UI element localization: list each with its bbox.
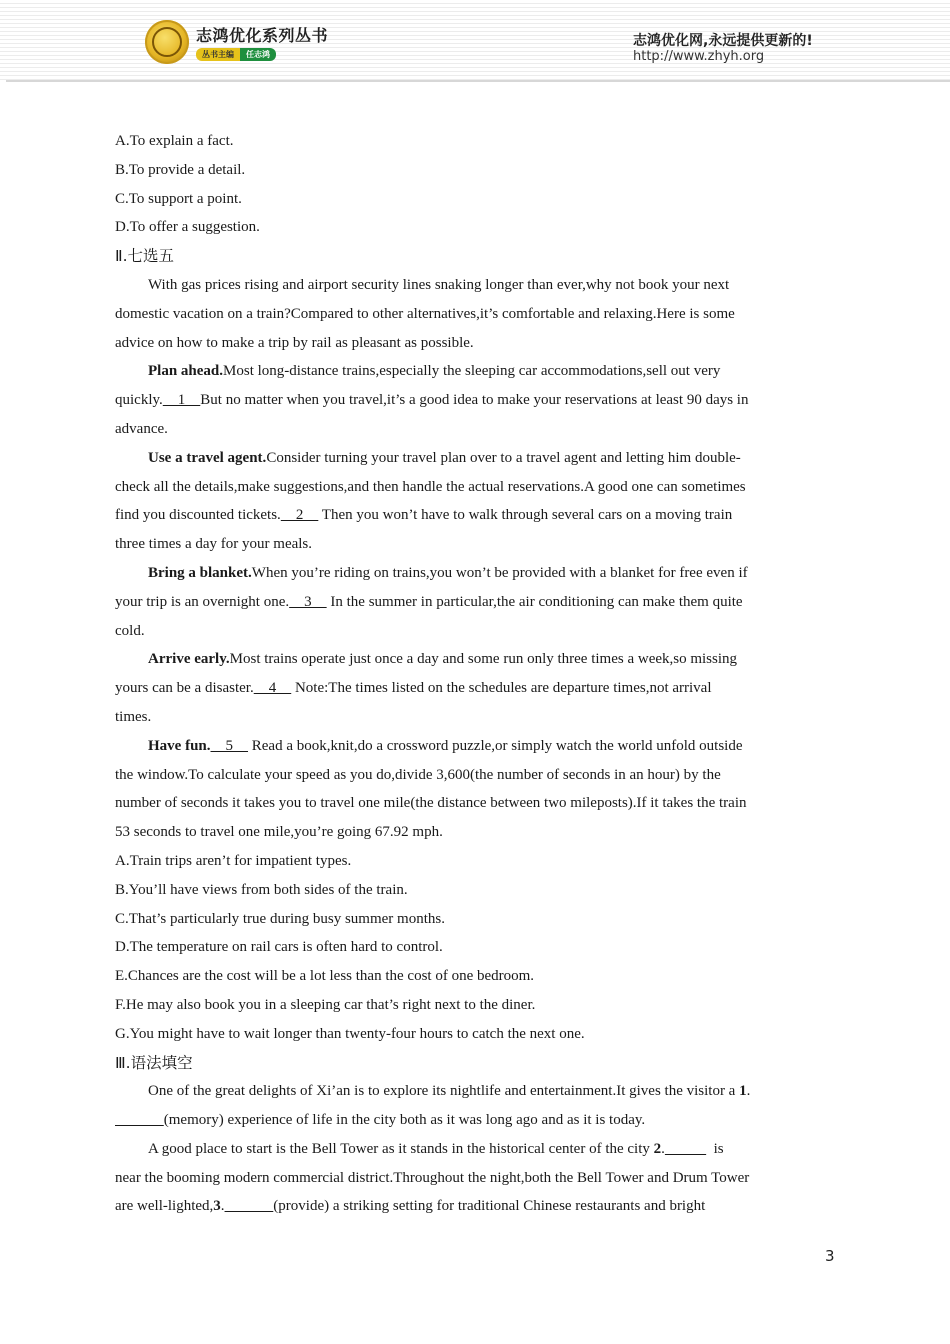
blank-number: 2 (653, 1140, 662, 1157)
answer-option: A.To explain a fact. (115, 133, 234, 149)
passage-line: check all the details,make suggestions,and then handle the actual reservations.A good one can sometimes (115, 478, 746, 495)
blank-number: 3 (213, 1198, 221, 1215)
brand-logo (145, 20, 189, 64)
page-header (0, 0, 950, 82)
blank-4[interactable]: 4 (253, 680, 292, 697)
grammar-blank-1[interactable] (115, 1112, 164, 1128)
grammar-blank-2[interactable] (665, 1141, 706, 1157)
editor-name: 任志鸿 (240, 48, 276, 61)
header-slogan: 志鸿优化网,永远提供更新的! (633, 33, 813, 49)
passage-line: advice on how to make a trip by rail as pleasant as possible. (115, 334, 474, 351)
passage-line: With gas prices rising and airport security lines snaking longer than ever,why not book your next (148, 276, 730, 293)
passage-line: yours can be a disaster. 4 Note:The times listed on the schedules are departure times,not arrival (115, 680, 712, 697)
choice-option: G.You might have to wait longer than twenty-four hours to catch the next one. (115, 1025, 585, 1042)
passage-line: 53 seconds to travel one mile,you’re going 67.92 mph. (115, 824, 443, 841)
blank-5[interactable]: 5 (210, 737, 249, 754)
passage-line: three times a day for your meals. (115, 536, 313, 553)
passage-line: (memory) experience of life in the city both as it was long ago and as it is today. (115, 1106, 835, 1135)
passage-line: your trip is an overnight one. 3 In the summer in particular,the air conditioning can make them quite (115, 593, 743, 610)
passage-line: advance. (115, 420, 168, 437)
editor-label: 丛书主编 (196, 48, 240, 61)
blank-number: 1 (739, 1083, 747, 1100)
passage-line: cold. (115, 622, 145, 639)
page-number: 3 (825, 1247, 835, 1265)
passage-line: Use a travel agent.Consider turning your travel plan over to a travel agent and letting him double- (148, 449, 741, 466)
section-2-title: Ⅱ.七选五 (115, 247, 175, 266)
tip-heading: Plan ahead. (148, 363, 224, 380)
answer-option: D.To offer a suggestion. (115, 219, 260, 236)
brand-title: 志鸿优化系列丛书 (196, 26, 329, 45)
choice-option: A.Train trips aren’t for impatient types. (115, 852, 352, 869)
passage-line: near the booming modern commercial district.Throughout the night,both the Bell Tower and Drum Tower (115, 1169, 750, 1186)
tip-heading: Arrive early. (148, 651, 230, 668)
passage-line: One of the great delights of Xi’an is to explore its nightlife and entertainment.It gives the visitor a 1. (148, 1083, 751, 1100)
passage-line: the window.To calculate your speed as you do,divide 3,600(the number of seconds in an hour) by the (115, 766, 721, 783)
answer-option: B.To provide a detail. (115, 161, 246, 178)
passage-line: Plan ahead.Most long-distance trains,especially the sleeping car accommodations,sell out very (148, 363, 721, 380)
tip-heading: Bring a blanket. (148, 564, 252, 581)
header-url[interactable]: http://www.zhyh.org (633, 49, 765, 64)
choice-option: F.He may also book you in a sleeping car that’s right next to the diner. (115, 996, 536, 1013)
blank-3[interactable]: 3 (289, 593, 327, 610)
brand-editor (196, 48, 276, 61)
grammar-blank-3[interactable] (225, 1198, 274, 1214)
tip-heading: Use a travel agent. (148, 449, 267, 466)
choice-option: E.Chances are the cost will be a lot less than the cost of one bedroom. (115, 968, 535, 985)
passage-line: Have fun. 5 Read a book,knit,do a crossword puzzle,or simply watch the world unfold outside (148, 737, 743, 754)
passage-line: domestic vacation on a train?Compared to other alternatives,it’s comfortable and relaxing.Here is some (115, 305, 735, 322)
passage-line: quickly. 1 But no matter when you travel,it’s a good idea to make your reservations at least 90 days in (115, 392, 749, 409)
passage-line: Bring a blanket.When you’re riding on trains,you won’t be provided with a blanket for free even if (148, 564, 748, 581)
answer-option: C.To support a point. (115, 190, 242, 207)
passage-line: number of seconds it takes you to travel one mile(the distance between two mileposts).If it takes the train (115, 795, 747, 812)
choice-option: C.That’s particularly true during busy summer months. (115, 910, 445, 927)
header-divider (6, 80, 950, 82)
choice-option: D.The temperature on rail cars is often hard to control. (115, 939, 443, 956)
passage-line: are well-lighted,3. (provide) a striking setting for traditional Chinese restaurants and bright (115, 1198, 706, 1215)
section-3-title: Ⅲ.语法填空 (115, 1053, 193, 1072)
blank-1[interactable]: 1 (162, 392, 201, 409)
blank-2[interactable]: 2 (280, 507, 319, 524)
document-body (115, 127, 835, 1221)
passage-line: Arrive early.Most trains operate just once a day and some run only three times a week,so missing (148, 651, 738, 668)
passage-line: A good place to start is the Bell Tower as it stands in the historical center of the city 2. is (148, 1140, 724, 1157)
tip-heading: Have fun. (148, 737, 211, 754)
passage-line: times. (115, 708, 152, 725)
passage-line: find you discounted tickets. 2 Then you won’t have to walk through several cars on a moving train (115, 507, 733, 524)
choice-option: B.You’ll have views from both sides of the train. (115, 881, 408, 898)
